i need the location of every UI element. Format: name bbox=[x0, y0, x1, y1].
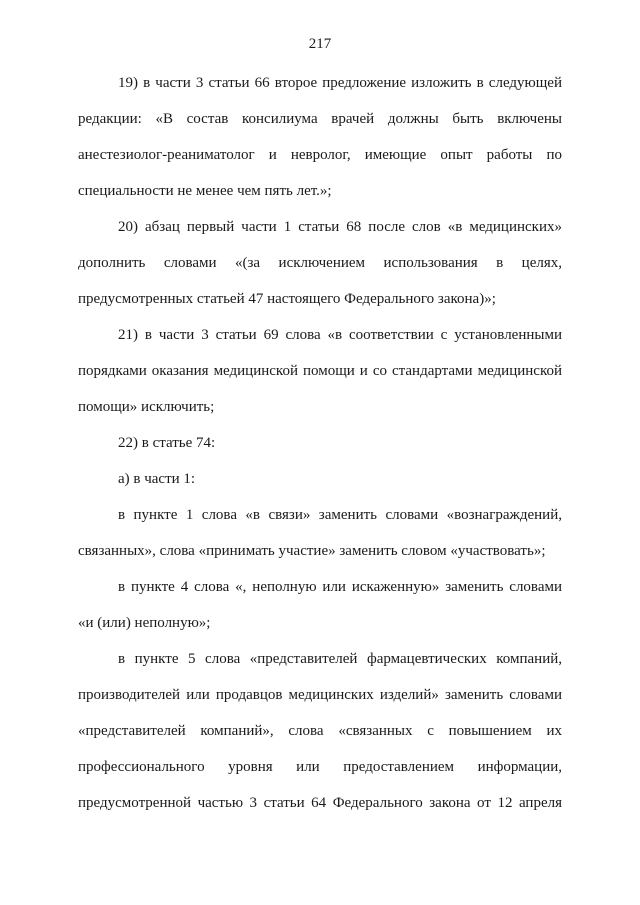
paragraph-21-line-2: порядками оказания медицинской помощи и со стандартами медицинской bbox=[78, 363, 562, 379]
paragraph-22-line-1: 22) в статье 74: bbox=[118, 435, 216, 451]
item-4-line-2: «и (или) неполную»; bbox=[78, 615, 211, 631]
paragraph-19-line-4: специальности не менее чем пять лет.»; bbox=[78, 183, 332, 199]
item-1-line-1: в пункте 1 слова «в связи» заменить словами «вознаграждений, bbox=[118, 507, 562, 523]
item-5-line-1: в пункте 5 слова «представителей фармацевтических компаний, bbox=[118, 651, 562, 667]
paragraph-21-line-3: помощи» исключить; bbox=[78, 399, 215, 415]
item-5-line-2: производителей или продавцов медицинских изделий» заменить словами bbox=[78, 687, 562, 703]
page-number: 217 bbox=[308, 36, 332, 52]
item-4-line-1: в пункте 4 слова «, неполную или искаженную» заменить словами bbox=[118, 579, 562, 595]
item-1-line-2: связанных», слова «принимать участие» заменить словом «участвовать»; bbox=[78, 543, 546, 559]
subparagraph-a-line-1: а) в части 1: bbox=[118, 471, 196, 487]
paragraph-20-line-1: 20) абзац первый части 1 статьи 68 после слов «в медицинских» bbox=[118, 219, 562, 235]
paragraph-19-line-3: анестезиолог-реаниматолог и невролог, имеющие опыт работы по bbox=[78, 147, 562, 163]
paragraph-19-line-1: 19) в части 3 статьи 66 второе предложение изложить в следующей bbox=[118, 75, 562, 91]
paragraph-19-line-2: редакции: «В состав консилиума врачей должны быть включены bbox=[78, 111, 562, 127]
document-body bbox=[78, 65, 562, 821]
item-5-line-4: профессионального уровня или предоставлением информации, bbox=[78, 759, 562, 775]
paragraph-21-line-1: 21) в части 3 статьи 69 слова «в соответствии с установленными bbox=[118, 327, 562, 343]
paragraph-20-line-2: дополнить словами «(за исключением использования в целях, bbox=[78, 255, 562, 271]
item-5-line-5: предусмотренной частью 3 статьи 64 Федерального закона от 12 апреля bbox=[78, 795, 562, 811]
paragraph-20-line-3: предусмотренных статьей 47 настоящего Федерального закона)»; bbox=[78, 291, 496, 307]
item-5-line-3: «представителей компаний», слова «связанных с повышением их bbox=[78, 723, 562, 739]
